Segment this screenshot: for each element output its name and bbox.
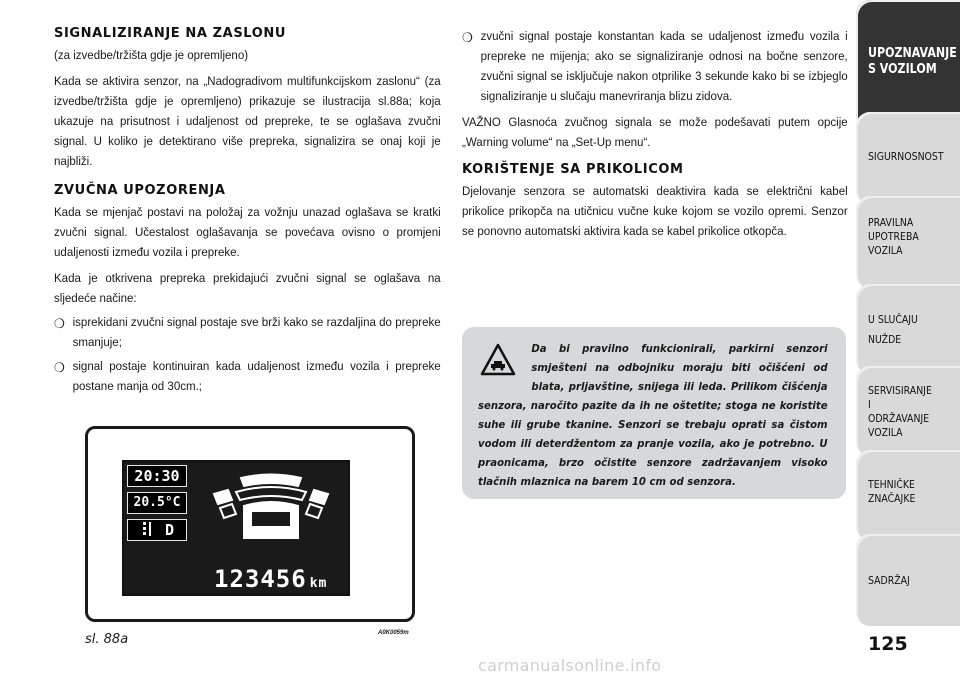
gear-indicator xyxy=(127,519,187,541)
left-column xyxy=(54,26,439,396)
gear-label: D xyxy=(165,521,175,539)
tab-sigurnosnost[interactable] xyxy=(856,112,960,204)
sensor-right-inner xyxy=(306,504,322,518)
paragraph-scope: (za izvedbe/tržišta gdje je opremljeno) xyxy=(54,48,249,62)
warning-text-content: Da bi pravilno funkcionirali, parkirni senzori smješteni na odbojniku moraju biti očišćeni od blata, prljavštine, snijega ili leda. Prilikom čišćenja senzora, naročito pazite da ih ne oštetite; stoga ne koristite suhe ili grube tkanine. Senzori se trebaju oprati sa čistom vodom ili deterdžentom za pranje vozila, ako je potrebno. U praonicama, brzo očistite senzore zadržavanjem visoko tlačnih mlaznica na barem 10 cm od senzora. xyxy=(478,342,828,488)
bullet-icon: ❍ xyxy=(54,316,65,331)
paragraph-trailer: Djelovanje senzora se automatski deaktivira kada se električni kabel prikolice prikopča na utičnicu vučne kuke kojom se vozilo opremi. Senzor se ponovno automatski aktivira kada se kabel prikolice otkopča. xyxy=(462,184,848,238)
warning-text xyxy=(478,339,828,491)
sensor-right-outer xyxy=(310,490,328,504)
temperature-readout: 20.5°C xyxy=(127,492,187,514)
figure-code: A0K0059m xyxy=(378,630,409,636)
tab-sadrzaj[interactable] xyxy=(856,534,960,626)
parking-sensor-graphic xyxy=(206,468,336,548)
clock-readout: 20:30 xyxy=(127,465,187,487)
watermark: carmanualsonline.info xyxy=(478,656,662,675)
sensor-left-outer xyxy=(214,490,232,504)
section-heading-trailer: KORIŠTENJE SA PRIKOLICOM xyxy=(462,162,684,177)
tab-label: UPOZNAVANJE S VOZILOM xyxy=(868,46,957,77)
odometer-unit: km xyxy=(309,576,328,591)
tab-label: SADRŽAJ xyxy=(868,574,910,587)
multifunction-display xyxy=(122,460,350,596)
tab-label: SERVISIRANJE I ODRŽAVANJE VOZILA xyxy=(868,384,932,439)
list-item xyxy=(54,312,441,352)
list-item-text: signal postaje kontinuiran kada udaljenost između vozila i prepreke postane manja od 30cm.; xyxy=(72,359,441,393)
bullet-icon: ❍ xyxy=(462,30,473,45)
tab-label: U SLUČAJU NUŽDE xyxy=(868,313,918,346)
figure-caption: sl. 88a xyxy=(85,632,129,647)
tab-u-slucaju-nuzde[interactable] xyxy=(856,284,960,374)
sensor-arc-middle xyxy=(236,487,306,500)
tab-tehnicke-znacajke[interactable] xyxy=(856,450,960,540)
tab-label: PRAVILNA UPOTREBA VOZILA xyxy=(868,216,919,257)
bullet-icon: ❍ xyxy=(54,360,65,375)
list-item-text: isprekidani zvučni signal postaje sve brži kako se razdaljina do prepreke smanjuje; xyxy=(72,315,441,349)
right-column xyxy=(462,26,846,241)
tab-pravilna-upotreba[interactable] xyxy=(856,196,960,288)
paragraph-reverse-signal: Kada se mjenjač postavi na položaj za vožnju unazad oglašava se kratki zvučni signal. Učestalost oglašavanja se povećava ovisno o promjeni udaljenosti između vozila i prepreke. xyxy=(54,205,441,259)
tab-label: TEHNIČKE ZNAČAJKE xyxy=(868,478,916,505)
list-item-text: zvučni signal postaje konstantan kada se udaljenost između vozila i prepreke ne mijenja; ako se signaliziranje odnosi na bočne senzore, zvučni signal se isključuje nakon otprilike 3 sekunde kako bi se izbjeglo signaliziranje u slučaju manevriranja blizu zidova. xyxy=(480,29,848,103)
sensor-arc-outer xyxy=(241,475,301,487)
warning-box xyxy=(462,327,846,499)
tab-servisiranje[interactable] xyxy=(856,366,960,456)
odometer-value: 123456 xyxy=(214,565,307,593)
paragraph-obstacle-signal: Kada je otkrivena prepreka prekidajući zvučni signal se oglašava na sljedeće načine: xyxy=(54,271,441,305)
tab-upoznavanje[interactable] xyxy=(856,0,960,128)
section-heading-audible: ZVUČNA UPOZORENJA xyxy=(54,183,226,198)
fuel-level-icon xyxy=(140,521,156,537)
sensor-left-inner xyxy=(220,504,236,518)
page-number: 125 xyxy=(868,633,908,655)
paragraph-display-description: Kada se aktivira senzor, na „Nadogradivom multifunkcijskom zaslonu“ (za izvedbe/tržišta gdje je opremljeno) prikazuje se ilustracija sl.88a; koja ukazuje na prisutnost i udaljenost od prepreke, te se oglašava zvučni signal. U koliko je detektirano više prepreka, signalizira se onaj koji je najbliži. xyxy=(54,74,441,168)
list-item xyxy=(54,356,441,396)
list-item xyxy=(462,26,848,106)
odometer-readout xyxy=(214,565,327,593)
section-heading-display: SIGNALIZIRANJE NA ZASLONU xyxy=(54,26,287,41)
paragraph-important-volume: VAŽNO Glasnoća zvučnog signala se može podešavati putem opcije „Warning volume“ na „Set-Up menu“. xyxy=(462,115,848,149)
tab-label: SIGURNOSNOST xyxy=(868,150,944,163)
